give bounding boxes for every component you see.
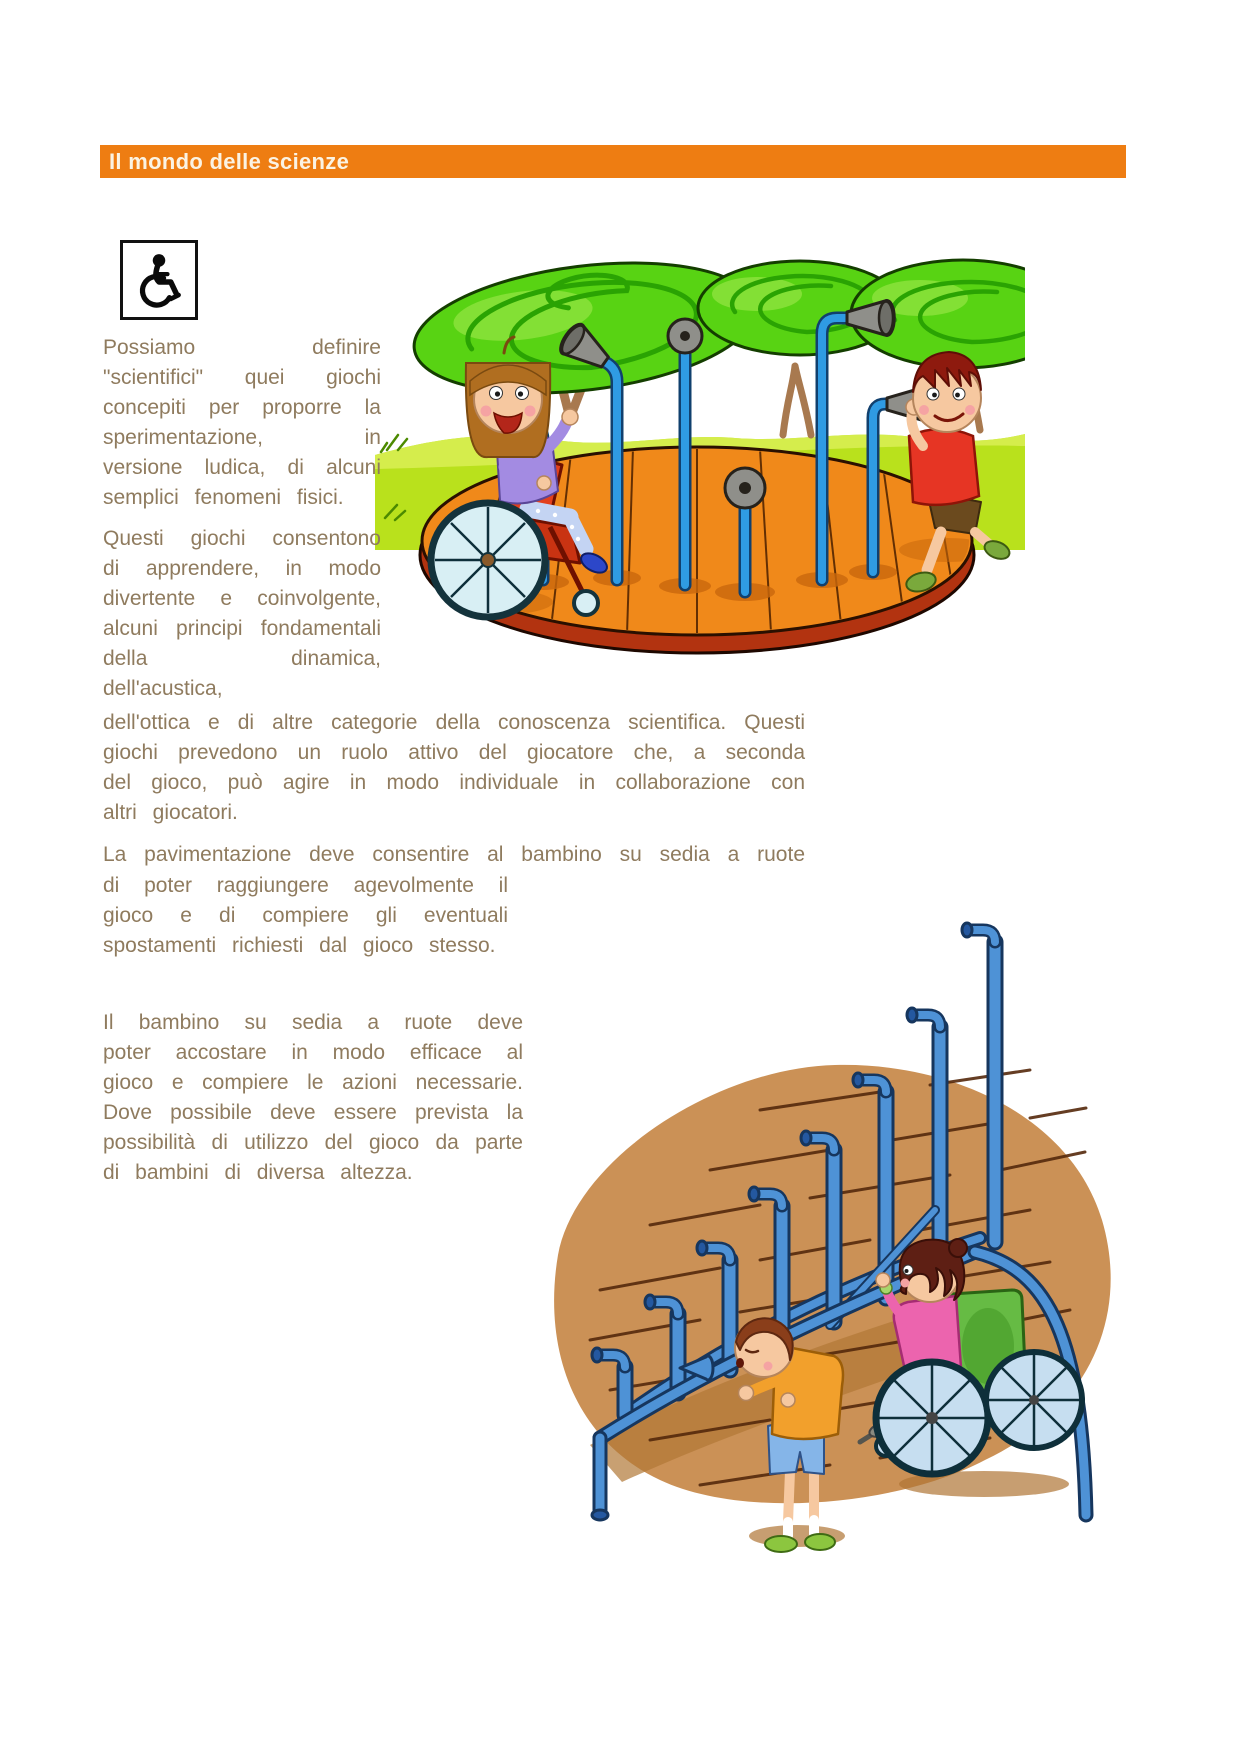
- wheelchair-accessibility-icon: [120, 240, 198, 320]
- paragraph-pavimentazione-rest: di poter raggiungere agevolmente il gioco e di compiere gli eventuali spostamenti richiesti dal gioco stesso.: [103, 874, 508, 957]
- paragraph-questi-giochi-wide: dell'ottica e di altre categorie della conoscenza scientifica. Questi giochi prevedono un ruolo attivo del giocatore che, a seconda del gioco, può agire in modo individuale in collaborazione con altri giocatori.: [103, 711, 805, 824]
- section-header-bar: [100, 145, 1126, 178]
- paragraph-pavimentazione-firstline: La pavimentazione deve consentire al bambino su sedia a ruote: [103, 843, 805, 866]
- tree-trunk: [783, 366, 811, 435]
- carousel-illustration: [375, 250, 1025, 660]
- paragraph-possiamo-definire: Possiamo definire "scientifici" quei giochi concepiti per proporre la sperimentazione, in versione ludica, di alcuni semplici fenomeni fisici.: [103, 336, 381, 509]
- sound-pipes-illustration: [530, 870, 1140, 1560]
- section-title: Il mondo delle scienze: [109, 148, 350, 174]
- paragraph-bambino-sedia-ruote: Il bambino su sedia a ruote deve poter accostare in modo efficace al gioco e compiere le azioni necessarie. Dove possibile deve essere prevista la possibilità di utilizzo del gioco da parte di bambini di diversa altezza.: [103, 1011, 523, 1184]
- paragraph-questi-giochi-narrow: Questi giochi consentono di apprendere, in modo divertente e coinvolgente, alcuni principi fondamentali della dinamica, dell'acustica,: [103, 527, 381, 700]
- wheelchair-symbol: [130, 250, 188, 310]
